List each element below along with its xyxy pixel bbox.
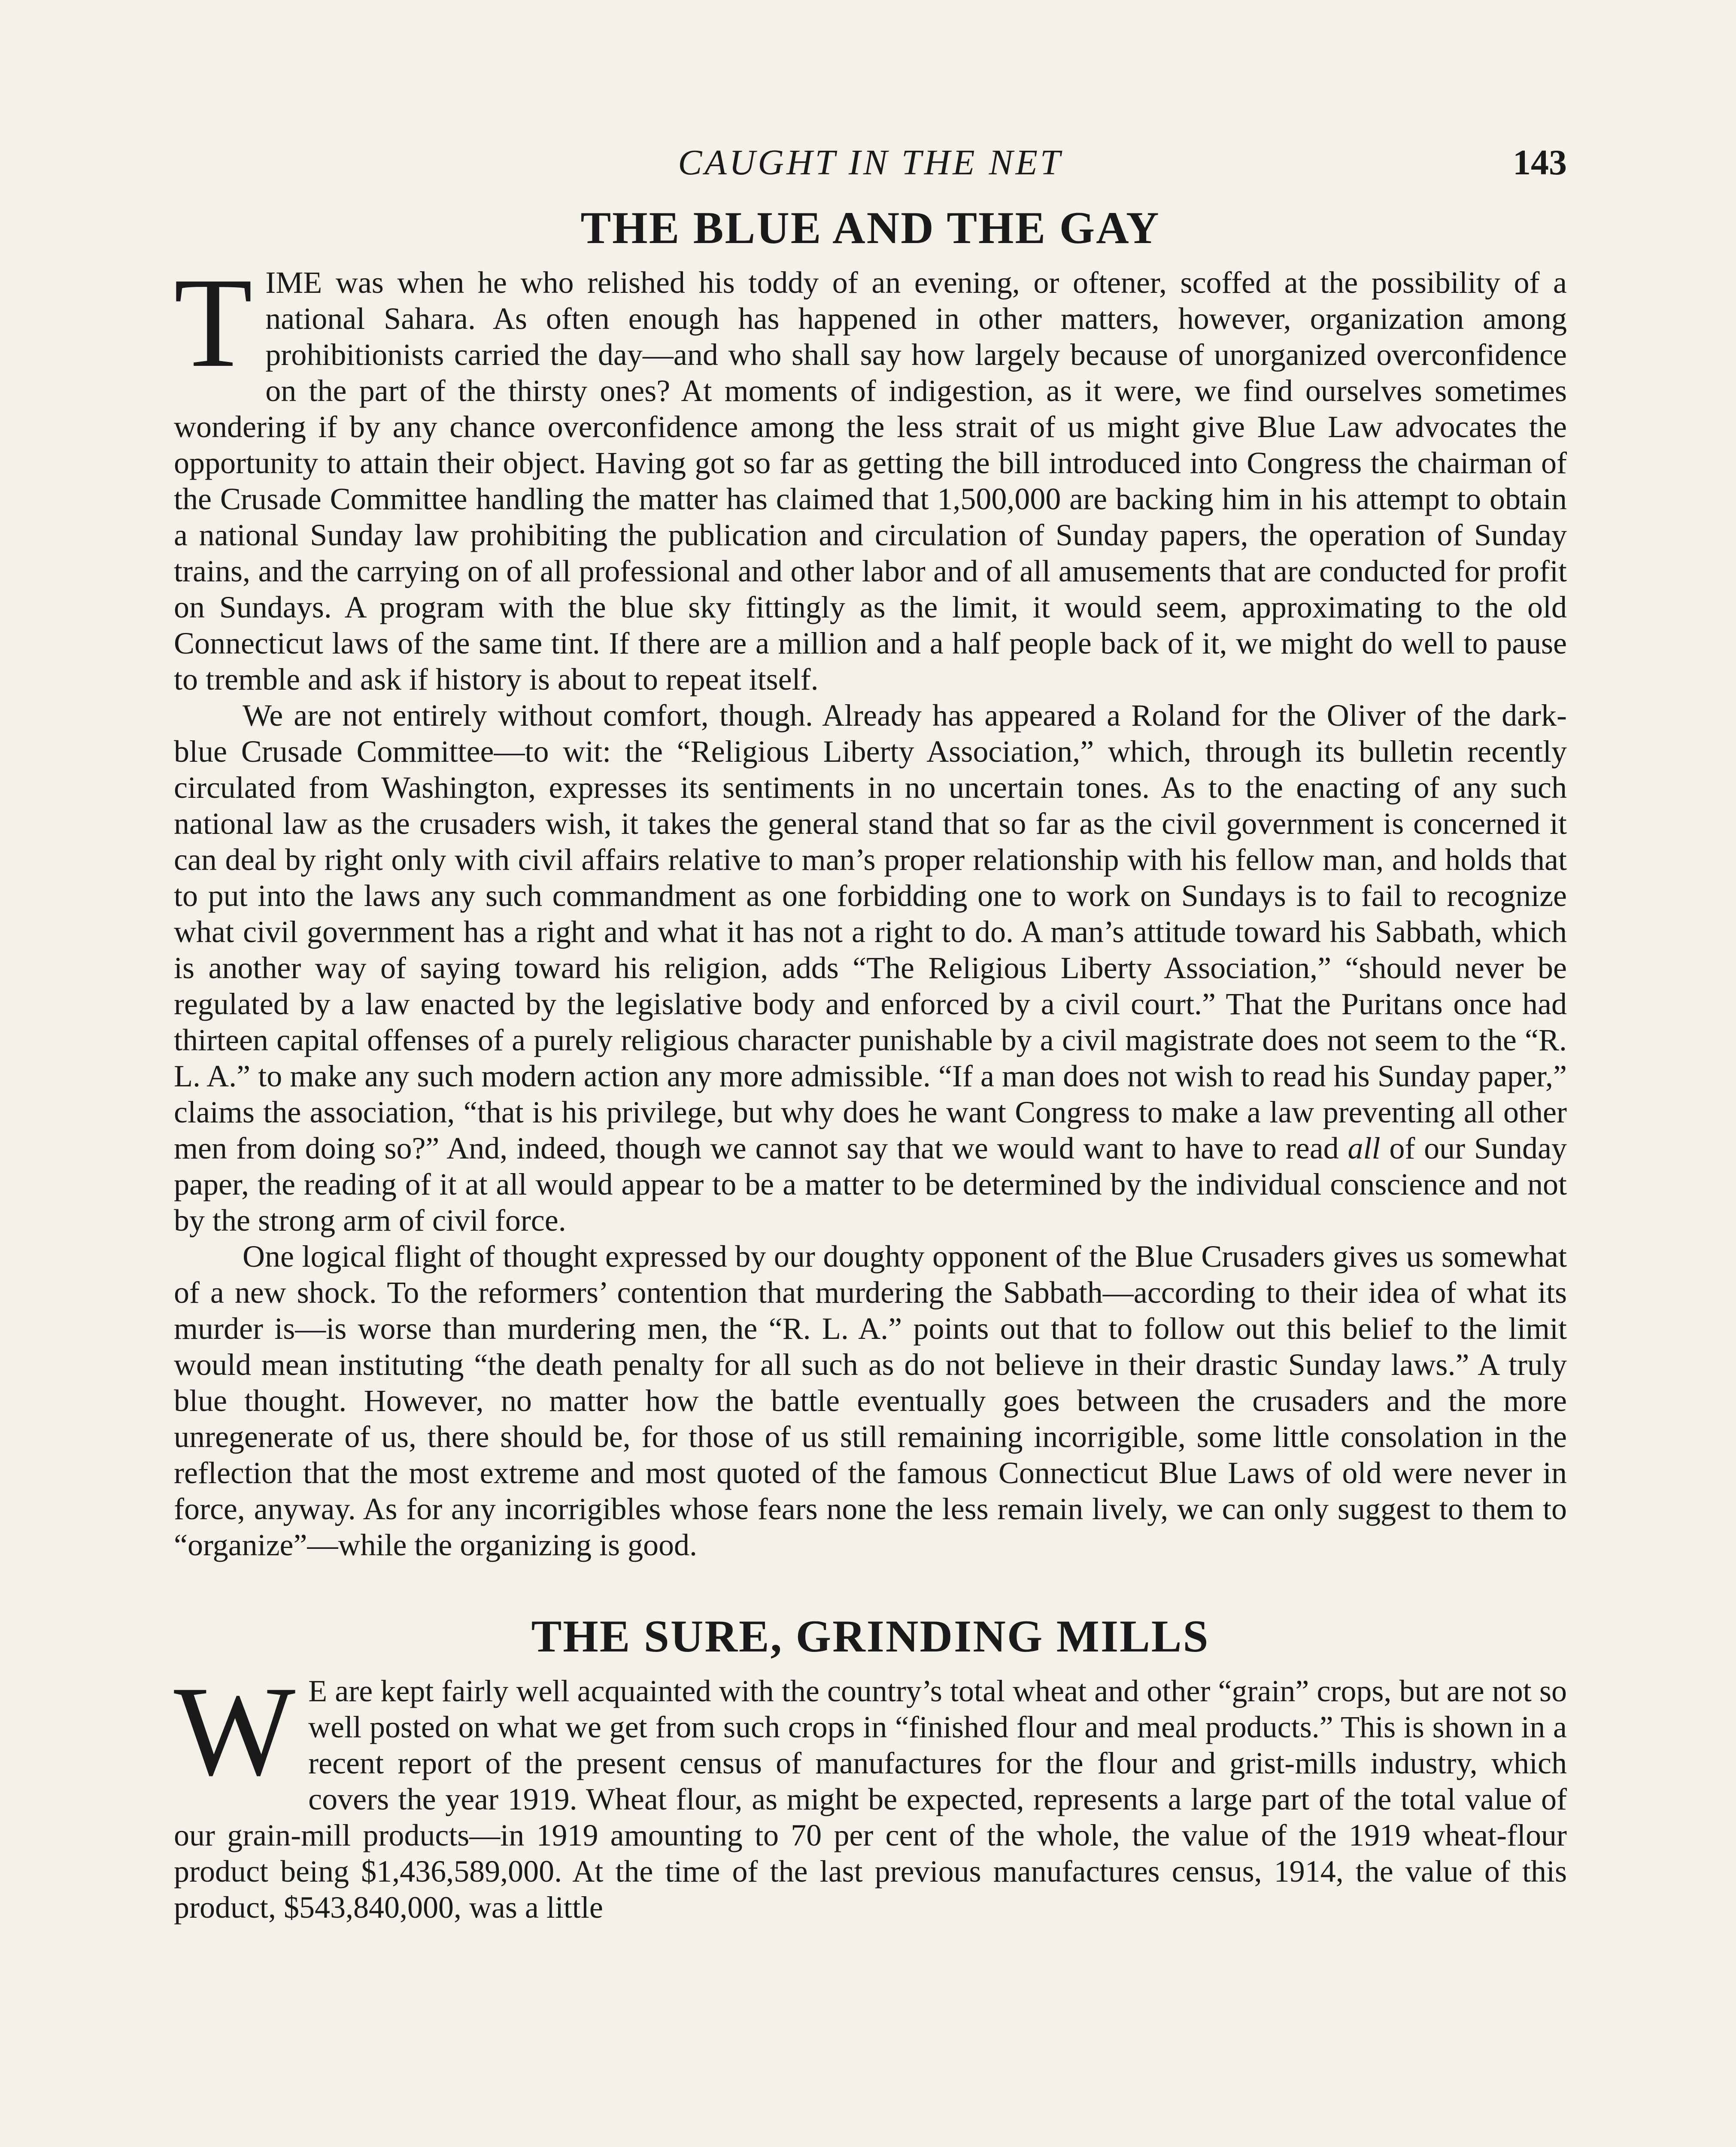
paragraph: [174, 251, 1567, 697]
paragraph: [174, 1660, 1567, 1925]
emphasis-text: all: [1348, 1131, 1381, 1165]
magazine-page: [174, 142, 1567, 1925]
article-body-blue-and-gay: [174, 251, 1567, 1563]
paragraph-text: IME was when he who relished his toddy of an evening, or oftener, scoffed at the possibility of a national Sahara. As often enough has happened in other matters, however, organization among prohibitionists carried the day—and who shall say how largely because of unorganized overconfidence on the part of the thirsty ones? At moments of indigestion, as it were, we find ourselves sometimes wondering if by any chance overconfidence among the less strait of us might give Blue Law advocates the opportunity to attain their object. Having got so far as getting the bill introduced into Congress the chairman of the Crusade Committee handling the matter has claimed that 1,500,000 are backing him in his attempt to obtain a national Sunday law prohibiting the publication and circulation of Sunday papers, the operation of Sunday trains, and the carrying on of all professional and other labor and of all amusements that are conducted for profit on Sundays. A program with the blue sky fittingly as the limit, it would seem, approximating to the old Connecticut laws of the same tint. If there are a million and a half people back of it, we might do well to pause to tremble and ask if history is about to repeat itself.: [174, 265, 1567, 696]
running-title: CAUGHT IN THE NET: [678, 143, 1063, 182]
article-body-grinding-mills: [174, 1660, 1567, 1925]
article-title-blue-and-gay: THE BLUE AND THE GAY: [580, 203, 1160, 253]
paragraph-text: E are kept fairly well acquainted with the country’s total wheat and other “grain” crops, but are not so well posted on what we get from such crops in “finished flour and meal products.” This is shown in a recent report of the present census of manufactures for the flour and grist-mills industry, which covers the year 1919. Wheat flour, as might be expected, represents a large part of the total value of our grain-mill products—in 1919 amounting to 70 per cent of the whole, the value of the 1919 wheat-flour product being $1,436,589,000. At the time of the last previous manufactures census, 1914, the value of this product, $543,840,000, was a little: [174, 1674, 1567, 1925]
page-number: 143: [1513, 143, 1567, 182]
paragraph-text: One logical flight of thought expressed by our doughty opponent of the Blue Crusaders gives us somewhat of a new shock. To the reformers’ contention that murdering the Sabbath—according to their idea of what its murder is—is worse than murdering men, the “R. L. A.” points out that to follow out this belief to the limit would mean instituting “the death penalty for all such as do not believe in their drastic Sunday laws.” A truly blue thought. However, no matter how the battle eventually goes between the crusaders and the more unregenerate of us, there should be, for those of us still remaining incorrigible, some little consolation in the reflection that the most extreme and most quoted of the famous Connecticut Blue Laws of old were never in force, anyway. As for any incorrigibles whose fears none the less remain lively, we can only suggest to them to “organize”—while the organizing is good.: [174, 1239, 1567, 1562]
paragraph: [174, 697, 1567, 1238]
article-title-grinding-mills: THE SURE, GRINDING MILLS: [531, 1611, 1210, 1661]
drop-cap: W: [174, 1660, 296, 1802]
running-head: [174, 142, 1567, 202]
paragraph-text: of our Sunday paper, the reading of it at all would appear to be a matter to be determined by the individual conscience and not by the strong arm of civil force.: [174, 1131, 1567, 1238]
section-gap: [174, 1563, 1567, 1610]
paragraph: [174, 1238, 1567, 1563]
paragraph-text: We are not entirely without comfort, though. Already has appeared a Roland for the Oliver of the dark-blue Crusade Committee—to wit: the “Religious Liberty Association,” which, through its bulletin recently circulated from Washington, expresses its sentiments in no uncertain tones. As to the enacting of any such national law as the crusaders wish, it takes the general stand that so far as the civil government is concerned it can deal by right only with civil affairs relative to man’s proper relationship with his fellow man, and holds that to put into the laws any such commandment as one forbidding one to work on Sundays is to fail to recognize what civil government has a right and what it has not a right to do. A man’s attitude toward his Sabbath, which is another way of saying toward his religion, adds “The Religious Liberty Association,” “should never be regulated by a law enacted by the legislative body and enforced by a civil court.” That the Puritans once had thirteen capital offenses of a purely religious character punishable by a civil magistrate does not seem to the “R. L. A.” to make any such modern action any more admissible. “If a man does not wish to read his Sunday paper,” claims the association, “that is his privilege, but why does he want Congress to make a law preventing all other men from doing so?” And, indeed, though we cannot say that we would want to have to read: [174, 698, 1567, 1165]
drop-cap: T: [174, 251, 253, 394]
